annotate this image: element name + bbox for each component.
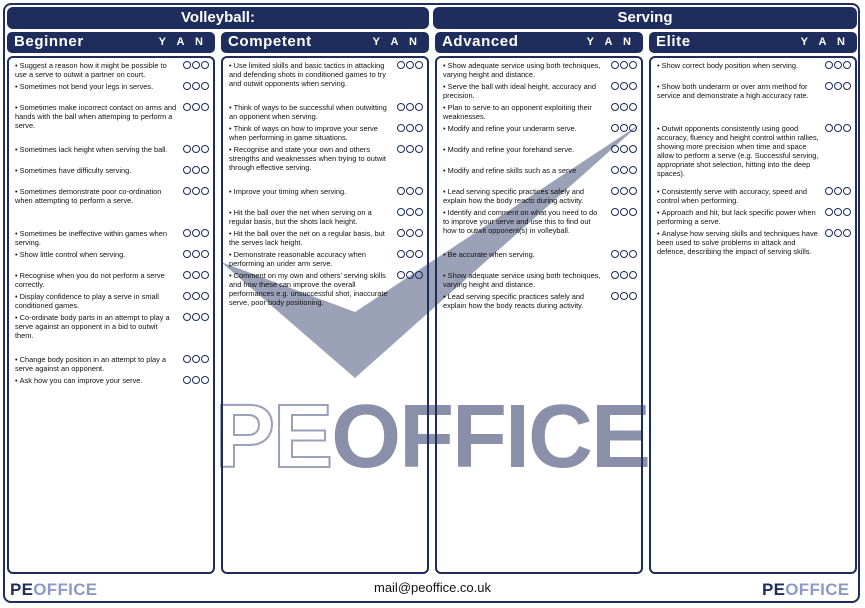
yes-circle[interactable] <box>397 61 405 69</box>
no-circle[interactable] <box>201 229 209 237</box>
almost-circle[interactable] <box>620 124 628 132</box>
column-header-elite <box>649 32 857 53</box>
no-circle[interactable] <box>629 103 637 111</box>
list-item: • Show adequate service using both techniques, varying height and distance. <box>443 272 605 290</box>
peoffice-logo-right <box>762 580 849 600</box>
almost-circle[interactable] <box>406 208 414 216</box>
list-item: • Display confidence to play a serve in small conditioned games. <box>15 293 177 311</box>
no-circle[interactable] <box>629 250 637 258</box>
yes-circle[interactable] <box>825 82 833 90</box>
no-circle[interactable] <box>843 187 851 195</box>
almost-circle[interactable] <box>192 229 200 237</box>
list-item: • Think of ways on how to improve your serve when performing in game situations. <box>229 125 391 143</box>
yan-checkboxes[interactable] <box>183 229 209 237</box>
yan-checkboxes[interactable] <box>825 61 851 69</box>
almost-circle[interactable] <box>620 61 628 69</box>
yes-circle[interactable] <box>825 229 833 237</box>
column-advanced <box>435 56 643 574</box>
no-circle[interactable] <box>843 208 851 216</box>
yan-checkboxes[interactable] <box>183 376 209 384</box>
list-item: • Improve your timing when serving. <box>229 188 391 197</box>
watermark-pe: PE <box>215 387 332 487</box>
list-item: • Change body position in an attempt to play a serve against an opponent. <box>15 356 177 374</box>
no-circle[interactable] <box>201 292 209 300</box>
list-item: • Sometimes have difficulty serving. <box>15 167 177 176</box>
yan-checkboxes[interactable] <box>611 82 637 90</box>
no-circle[interactable] <box>201 187 209 195</box>
column-title: Advanced <box>442 33 519 50</box>
yes-circle[interactable] <box>183 250 191 258</box>
yes-circle[interactable] <box>183 271 191 279</box>
almost-circle[interactable] <box>192 145 200 153</box>
almost-circle[interactable] <box>192 376 200 384</box>
yan-checkboxes[interactable] <box>825 124 851 132</box>
yes-circle[interactable] <box>611 208 619 216</box>
yan-checkboxes[interactable] <box>183 61 209 69</box>
list-item: • Co-ordinate body parts in an attempt to play a serve against an opponent in a bid to outwit them. <box>15 314 177 341</box>
almost-circle[interactable] <box>834 124 842 132</box>
no-circle[interactable] <box>201 313 209 321</box>
yan-label: Y A N <box>800 36 849 48</box>
no-circle[interactable] <box>415 250 423 258</box>
column-title: Beginner <box>14 33 84 50</box>
yes-circle[interactable] <box>611 187 619 195</box>
list-item: • Sometimes not bend your legs in serves. <box>15 83 177 92</box>
almost-circle[interactable] <box>192 313 200 321</box>
almost-circle[interactable] <box>620 250 628 258</box>
list-item: • Sometimes demonstrate poor co-ordination when attempting to perform a serve. <box>15 188 177 206</box>
almost-circle[interactable] <box>834 229 842 237</box>
list-item: • Hit the ball over the net when serving on a regular basis, but the shots lack height. <box>229 209 391 227</box>
yan-checkboxes[interactable] <box>611 103 637 111</box>
no-circle[interactable] <box>201 61 209 69</box>
list-item: • Sometimes make incorrect contact on arms and hands with the ball when attemping to perform a serve. <box>15 104 177 131</box>
yan-checkboxes[interactable] <box>397 145 423 153</box>
yan-checkboxes[interactable] <box>397 187 423 195</box>
yan-checkboxes[interactable] <box>825 187 851 195</box>
yes-circle[interactable] <box>397 145 405 153</box>
yes-circle[interactable] <box>611 271 619 279</box>
almost-circle[interactable] <box>192 250 200 258</box>
no-circle[interactable] <box>629 82 637 90</box>
yes-circle[interactable] <box>183 82 191 90</box>
yes-circle[interactable] <box>611 292 619 300</box>
almost-circle[interactable] <box>406 250 414 258</box>
logo-pe: PE <box>10 580 34 599</box>
yes-circle[interactable] <box>825 187 833 195</box>
list-item: • Outwit opponents consistently using good accuracy, fluency and height control within rallies, showing more precision when time and space allow to perform a serve (e.g. Successful serving, appropriate shot selection, hitting into the deep spaces). <box>657 125 819 178</box>
no-circle[interactable] <box>843 61 851 69</box>
yes-circle[interactable] <box>611 103 619 111</box>
list-item: • Show adequate service using both techniques, varying height and distance. <box>443 62 605 80</box>
yan-label: Y A N <box>372 36 421 48</box>
list-item: • Think of ways to be successful when outwitting an opponent when serving. <box>229 104 391 122</box>
yes-circle[interactable] <box>825 124 833 132</box>
list-item: • Sometimes lack height when serving the ball. <box>15 146 177 155</box>
almost-circle[interactable] <box>192 292 200 300</box>
no-circle[interactable] <box>629 292 637 300</box>
list-item: • Comment on my own and others' serving skills and how these can improve the overall performances e.g. unsuccessful shot, inaccurate serve, poor body positioning. <box>229 272 391 308</box>
no-circle[interactable] <box>415 271 423 279</box>
no-circle[interactable] <box>629 271 637 279</box>
no-circle[interactable] <box>415 145 423 153</box>
almost-circle[interactable] <box>192 103 200 111</box>
almost-circle[interactable] <box>406 103 414 111</box>
almost-circle[interactable] <box>620 166 628 174</box>
column-header-advanced <box>435 32 643 53</box>
yan-checkboxes[interactable] <box>611 61 637 69</box>
watermark-office: OFFICE <box>331 387 650 487</box>
yes-circle[interactable] <box>825 61 833 69</box>
yan-checkboxes[interactable] <box>825 229 851 237</box>
no-circle[interactable] <box>201 82 209 90</box>
almost-circle[interactable] <box>834 61 842 69</box>
yes-circle[interactable] <box>397 229 405 237</box>
no-circle[interactable] <box>415 187 423 195</box>
list-item: • Show correct body position when serving. <box>657 62 819 71</box>
yes-circle[interactable] <box>825 208 833 216</box>
list-item: • Use limited skills and basic tactics in attacking and defending shots in conditioned games to try and outwit opponents when serving. <box>229 62 391 89</box>
yan-checkboxes[interactable] <box>183 103 209 111</box>
yan-checkboxes[interactable] <box>397 250 423 258</box>
list-item: • Show little control when serving. <box>15 251 177 260</box>
no-circle[interactable] <box>201 376 209 384</box>
yan-checkboxes[interactable] <box>183 166 209 174</box>
almost-circle[interactable] <box>620 145 628 153</box>
yes-circle[interactable] <box>397 103 405 111</box>
column-header-competent <box>221 32 429 53</box>
yes-circle[interactable] <box>183 376 191 384</box>
yan-checkboxes[interactable] <box>183 355 209 363</box>
no-circle[interactable] <box>629 187 637 195</box>
no-circle[interactable] <box>201 271 209 279</box>
no-circle[interactable] <box>843 82 851 90</box>
no-circle[interactable] <box>415 124 423 132</box>
list-item: • Modify and refine your underarm serve. <box>443 125 605 134</box>
yes-circle[interactable] <box>397 271 405 279</box>
almost-circle[interactable] <box>406 271 414 279</box>
yes-circle[interactable] <box>183 61 191 69</box>
list-item: • Be accurate when serving. <box>443 251 605 260</box>
almost-circle[interactable] <box>406 229 414 237</box>
no-circle[interactable] <box>201 166 209 174</box>
contact-email[interactable]: mail@peoffice.co.uk <box>373 580 491 595</box>
almost-circle[interactable] <box>620 82 628 90</box>
no-circle[interactable] <box>629 208 637 216</box>
column-title: Elite <box>656 33 691 50</box>
almost-circle[interactable] <box>406 145 414 153</box>
yan-checkboxes[interactable] <box>397 208 423 216</box>
yes-circle[interactable] <box>611 124 619 132</box>
yan-checkboxes[interactable] <box>611 166 637 174</box>
almost-circle[interactable] <box>620 103 628 111</box>
yes-circle[interactable] <box>397 124 405 132</box>
almost-circle[interactable] <box>192 61 200 69</box>
no-circle[interactable] <box>415 229 423 237</box>
almost-circle[interactable] <box>834 187 842 195</box>
yan-checkboxes[interactable] <box>611 145 637 153</box>
list-item: • Modify and refine your forehand serve. <box>443 146 605 155</box>
list-item: • Analyse how serving skills and techniques have been used to solve problems in attack and defence, describing the impact of serving skills. <box>657 230 819 257</box>
yes-circle[interactable] <box>611 82 619 90</box>
no-circle[interactable] <box>415 61 423 69</box>
yes-circle[interactable] <box>183 313 191 321</box>
almost-circle[interactable] <box>620 187 628 195</box>
yes-circle[interactable] <box>611 145 619 153</box>
no-circle[interactable] <box>201 145 209 153</box>
list-item: • Show both underarm or over arm method for service and demonstrate a high accuracy rate. <box>657 83 819 101</box>
yan-checkboxes[interactable] <box>183 292 209 300</box>
no-circle[interactable] <box>415 103 423 111</box>
yan-checkboxes[interactable] <box>183 271 209 279</box>
logo-pe: PE <box>762 580 786 599</box>
yan-checkboxes[interactable] <box>397 124 423 132</box>
almost-circle[interactable] <box>620 271 628 279</box>
yan-checkboxes[interactable] <box>825 82 851 90</box>
list-item: • Sometimes be ineffective within games when serving. <box>15 230 177 248</box>
no-circle[interactable] <box>201 103 209 111</box>
yes-circle[interactable] <box>611 166 619 174</box>
list-item: • Plan to serve to an opponent exploiting their weaknesses. <box>443 104 605 122</box>
yes-circle[interactable] <box>183 166 191 174</box>
no-circle[interactable] <box>201 355 209 363</box>
almost-circle[interactable] <box>192 355 200 363</box>
list-item: • Hit the ball over the net on a regular basis, but the serves lack height. <box>229 230 391 248</box>
yan-checkboxes[interactable] <box>611 124 637 132</box>
no-circle[interactable] <box>629 145 637 153</box>
yes-circle[interactable] <box>183 292 191 300</box>
topic-title: Serving <box>433 7 857 29</box>
column-title: Competent <box>228 33 312 50</box>
list-item: • Recognise when you do not perform a serve correctly. <box>15 272 177 290</box>
yan-checkboxes[interactable] <box>825 208 851 216</box>
list-item: • Lead serving specific practices safely and explain how the body reacts during activity. <box>443 188 605 206</box>
yan-checkboxes[interactable] <box>397 229 423 237</box>
yes-circle[interactable] <box>183 229 191 237</box>
yes-circle[interactable] <box>397 187 405 195</box>
sport-title: Volleyball: <box>7 7 429 29</box>
yan-checkboxes[interactable] <box>183 145 209 153</box>
yan-checkboxes[interactable] <box>611 292 637 300</box>
yan-checkboxes[interactable] <box>611 250 637 258</box>
yes-circle[interactable] <box>397 250 405 258</box>
almost-circle[interactable] <box>406 187 414 195</box>
almost-circle[interactable] <box>620 292 628 300</box>
yan-checkboxes[interactable] <box>611 187 637 195</box>
yan-checkboxes[interactable] <box>183 82 209 90</box>
no-circle[interactable] <box>629 124 637 132</box>
list-item: • Approach and hit, but lack specific power when performing a serve. <box>657 209 819 227</box>
list-item: • Suggest a reason how it might be possible to use a serve to outwit a partner on court. <box>15 62 177 80</box>
yes-circle[interactable] <box>183 103 191 111</box>
no-circle[interactable] <box>415 208 423 216</box>
yan-checkboxes[interactable] <box>611 208 637 216</box>
yes-circle[interactable] <box>397 208 405 216</box>
almost-circle[interactable] <box>192 166 200 174</box>
yan-label: Y A N <box>586 36 635 48</box>
almost-circle[interactable] <box>192 82 200 90</box>
almost-circle[interactable] <box>192 187 200 195</box>
no-circle[interactable] <box>843 124 851 132</box>
yan-checkboxes[interactable] <box>183 187 209 195</box>
almost-circle[interactable] <box>406 124 414 132</box>
yes-circle[interactable] <box>183 355 191 363</box>
logo-office: OFFICE <box>785 580 850 599</box>
almost-circle[interactable] <box>834 208 842 216</box>
list-item: • Identify and comment on what you need to do to improve your serve and use this to find out how to outwit opponent(s) in volleyball. <box>443 209 605 236</box>
no-circle[interactable] <box>629 61 637 69</box>
yan-checkboxes[interactable] <box>611 271 637 279</box>
logo-office: OFFICE <box>33 580 98 599</box>
yes-circle[interactable] <box>183 187 191 195</box>
yan-label: Y A N <box>158 36 207 48</box>
almost-circle[interactable] <box>620 208 628 216</box>
list-item: • Lead serving specific practices safely and explain how the body reacts during activity. <box>443 293 605 311</box>
column-beginner <box>7 56 215 574</box>
list-item: • Consistently serve with accuracy, speed and control when performing. <box>657 188 819 206</box>
list-item: • Recognise and state your own and others strengths and weaknesses when trying to outwit through effective serving. <box>229 146 391 173</box>
list-item: • Demonstrate reasonable accuracy when performing an under arm serve. <box>229 251 391 269</box>
column-header-beginner <box>7 32 215 53</box>
yes-circle[interactable] <box>611 61 619 69</box>
column-competent <box>221 56 429 574</box>
no-circle[interactable] <box>201 250 209 258</box>
no-circle[interactable] <box>843 229 851 237</box>
list-item: • Modify and refine skills such as a serve <box>443 167 605 176</box>
list-item: • Serve the ball with ideal height, accuracy and precision. <box>443 83 605 101</box>
almost-circle[interactable] <box>406 61 414 69</box>
list-item: • Ask how you can improve your serve. <box>15 377 177 386</box>
column-elite <box>649 56 857 574</box>
yan-checkboxes[interactable] <box>183 313 209 321</box>
yan-checkboxes[interactable] <box>183 250 209 258</box>
no-circle[interactable] <box>629 166 637 174</box>
almost-circle[interactable] <box>834 82 842 90</box>
yan-checkboxes[interactable] <box>397 271 423 279</box>
almost-circle[interactable] <box>192 271 200 279</box>
yes-circle[interactable] <box>183 145 191 153</box>
yan-checkboxes[interactable] <box>397 61 423 69</box>
yes-circle[interactable] <box>611 250 619 258</box>
yan-checkboxes[interactable] <box>397 103 423 111</box>
